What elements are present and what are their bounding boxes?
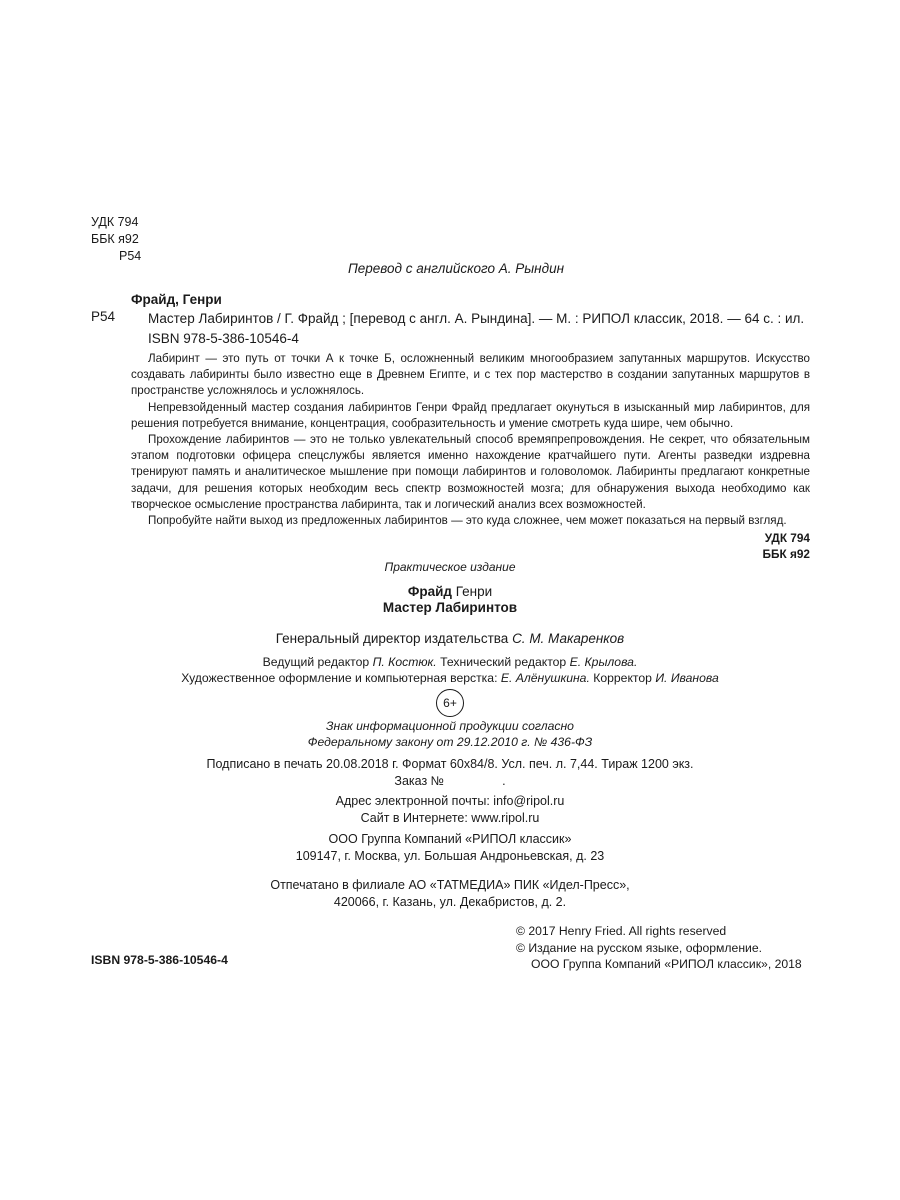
law-note-line-2: Федеральному закону от 29.12.2010 г. № 436-ФЗ [307, 735, 593, 749]
copyright-line-2: © Издание на русском языке, оформление. [516, 940, 763, 955]
publisher-address: 109147, г. Москва, ул. Большая Андроньевская, д. 23 [295, 848, 605, 863]
catalog-author: Фрайд, Генри [131, 292, 222, 307]
order-label: Заказ № [394, 774, 445, 788]
copyright-line-1: © 2017 Henry Fried. All rights reserved [516, 924, 727, 938]
order-end: . [502, 774, 506, 788]
tech-editor: Е. Крылова. [569, 655, 638, 669]
annotation-paragraph: Лабиринт — это путь от точки А к точке Б, осложненный великим многообразием запутанных маршрутов. Искусство создавать лабиринты было известно еще в Древнем Египте, и с тех пор мастерство в создании запутанных маршрутов в пространстве усложнялось и усложнялось. [131, 352, 810, 398]
lead-editor-label: Ведущий редактор [262, 655, 370, 669]
author-mark: Р54 [119, 249, 142, 263]
law-note-line-1: Знак информационной продукции согласно [326, 719, 574, 733]
catalog-description: Мастер Лабиринтов / Г. Фрайд ; [перевод с англ. А. Рындина]. — М. : РИПОЛ классик, 2018. — 64 с. : ил. [148, 311, 805, 326]
edition-type: Практическое издание [384, 560, 516, 574]
printer [0, 877, 900, 910]
print-info [0, 756, 900, 790]
udk-code-right: УДК 794 [764, 531, 810, 545]
lead-editor: П. Костюк. [372, 655, 437, 669]
copyright-line-3: ООО Группа Компаний «РИПОЛ классик», 2018 [531, 957, 802, 971]
corrector: И. Иванова [655, 671, 719, 685]
publisher-name: ООО Группа Компаний «РИПОЛ классик» [328, 832, 572, 846]
bbk-code: ББК я92 [91, 232, 139, 246]
email-line: Адрес электронной почты: info@ripol.ru [335, 794, 565, 808]
designer: Е. Алёнушкина. [500, 671, 590, 685]
main-author [0, 584, 900, 599]
staff-credits [0, 654, 900, 686]
author-surname: Фрайд [407, 584, 452, 599]
main-title: Мастер Лабиринтов [382, 600, 518, 615]
catalog-isbn: ISBN 978-5-386-10546-4 [148, 331, 299, 346]
printer-name: Отпечатано в филиале АО «ТАТМЕДИА» ПИК «Идел-Пресс», [270, 878, 630, 892]
author-name: Генри [455, 584, 493, 599]
corrector-label: Корректор [593, 671, 652, 685]
udk-code: УДК 794 [91, 215, 139, 229]
bibliographic-description [148, 309, 804, 349]
law-note [0, 718, 900, 750]
bbk-code-right: ББК я92 [762, 546, 810, 561]
age-rating-badge: 6+ [436, 689, 464, 717]
staff-line-1 [0, 654, 900, 670]
catalog-code: Р54 [91, 309, 116, 324]
annotation-paragraph: Прохождение лабиринтов — это не только увлекательный способ времяпрепровождения. Не секрет, что обязательным этапом подготовки офицера спецслужбы является именно нахождение кратчайшего пути. Агенты разведки издревна тренируют память и аналитическое мышление при помощи лабиринтов и головоломок. Лабиринты предлагают конкретные задачи, для решения которых необходим весь спектр возможностей мозга; для обнаружения выхода необходимо как творческое осмысление пространства лабиринта, так и логический анализ всех возможностей. [131, 433, 810, 511]
design-label: Художественное оформление и компьютерная верстка: [181, 671, 498, 685]
site-line: Сайт в Интернете: www.ripol.ru [360, 810, 540, 825]
staff-line-2 [0, 670, 900, 686]
annotation-paragraph: Непревзойденный мастер создания лабиринтов Генри Фрайд предлагает окунуться в изысканный мир лабиринтов, для решения потребуется внимание, концентрация, сообразительность и умение смотреть куда шире, чем обычно. [131, 400, 810, 430]
contacts [0, 793, 900, 826]
director-line [0, 631, 900, 646]
publisher [0, 831, 900, 864]
printer-address: 420066, г. Казань, ул. Декабристов, д. 2. [333, 894, 567, 909]
annotation-paragraph: Попробуйте найти выход из предложенных лабиринтов — это куда сложнее, чем может показаться на первый взгляд. [148, 514, 787, 528]
isbn-bottom: ISBN 978-5-386-10546-4 [91, 953, 228, 967]
director-label: Генеральный директор издательства [275, 631, 509, 646]
library-codes [91, 214, 141, 265]
codes-right [763, 531, 810, 562]
translation-note: Перевод с английского А. Рындин [347, 261, 565, 276]
print-details: Подписано в печать 20.08.2018 г. Формат 60х84/8. Усл. печ. л. 7,44. Тираж 1200 экз. [206, 757, 694, 771]
order-line [0, 773, 900, 790]
tech-editor-label: Технический редактор [440, 655, 567, 669]
director-name: С. М. Макаренков [512, 631, 625, 646]
annotation [131, 351, 810, 529]
copyright [516, 923, 802, 973]
